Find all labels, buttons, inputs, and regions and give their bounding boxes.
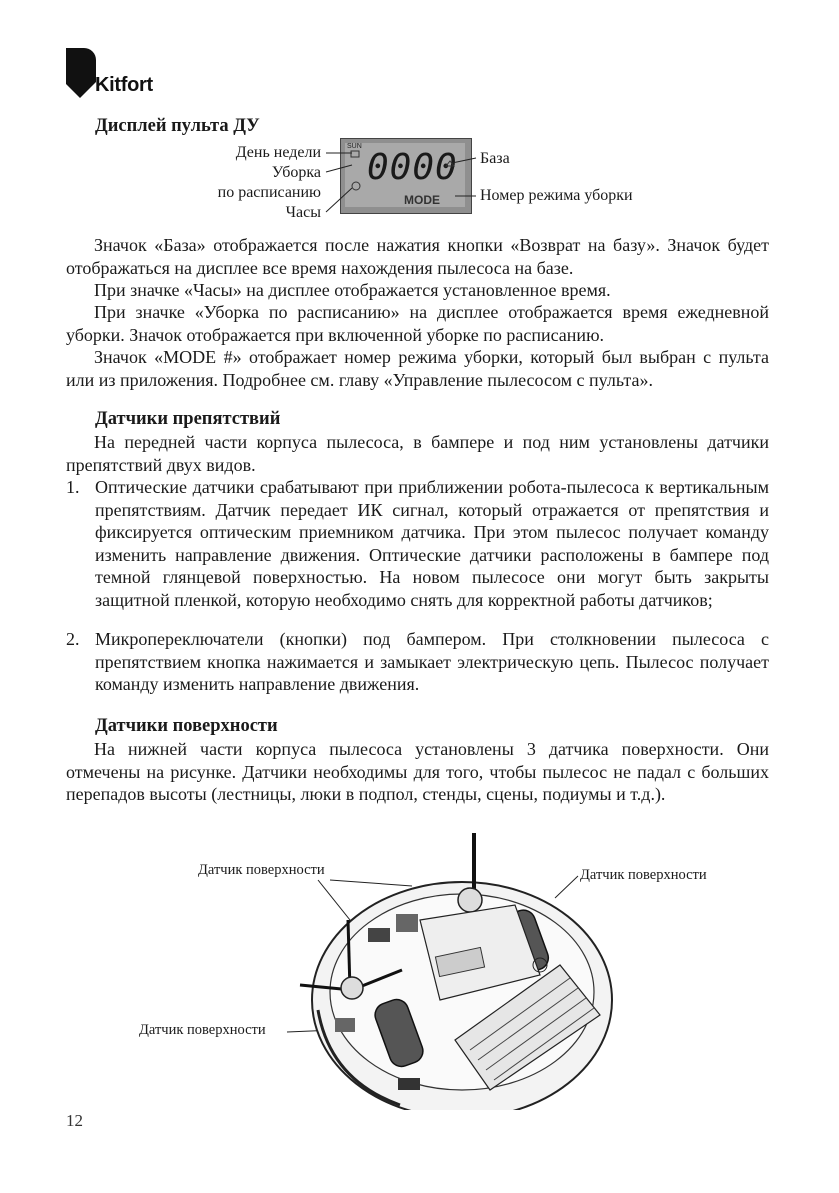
list-item: Оптические датчики срабатывают при приближении робота-пылесоса к вертикальным препятствиям. Датчик передает ИК сигнал, который отражается от препятствия и фиксируется оптическим приемником датчика. При этом пылесос получает команду изменить направление движения. Оптические датчики расположены в бампере под темной глянцевой поверхностью. На новом пылесосе они могут быть закрыты защитной пленкой, которую необходимо снять для корректной работы датчиков; <box>95 477 769 610</box>
display-leader-lines <box>0 0 839 240</box>
label-base: База <box>480 150 510 167</box>
obstacle-sensors-heading: Датчики препятствий <box>95 409 281 429</box>
surface-sensors-heading: Датчики поверхности <box>95 716 278 736</box>
page-number: 12 <box>66 1111 83 1130</box>
label-day-of-week: День недели <box>235 144 321 161</box>
lcd-sun-indicator: SUN <box>347 143 362 150</box>
obstacle-sensors-intro: На передней части корпуса пылесоса, в бампере и под ним установлены датчики препятствий двух видов. <box>66 432 769 475</box>
lcd-mode-indicator: MODE <box>404 193 440 207</box>
brand-name: Kitfort <box>95 74 153 96</box>
paragraph-mode-icon: Значок «MODE #» отображает номер режима уборки, который был выбран с пульта или из приложения. Подробнее см. главу «Управление пылесосом с пульта». <box>66 347 769 390</box>
robot-vacuum-underside-image <box>0 820 839 1110</box>
label-scheduled-1: Уборка <box>271 164 321 181</box>
label-clock: Часы <box>285 204 321 221</box>
list-item-number: 2. <box>66 629 80 649</box>
list-item-number: 1. <box>66 477 80 497</box>
paragraph-clock-icon: При значке «Часы» на дисплее отображается установленное время. <box>94 280 611 300</box>
list-item: Микропереключатели (кнопки) под бампером. При столкновении пылесоса с препятствием кнопка нажимается и замыкает электрическую цепь. Пылесос получает команду изменить направление движения. <box>95 629 769 695</box>
remote-display-heading: Дисплей пульта ДУ <box>95 116 260 136</box>
label-surface-sensor-bottom-left: Датчик поверхности <box>139 1022 266 1038</box>
label-scheduled-2: по расписанию <box>217 184 321 201</box>
label-surface-sensor-top-right: Датчик поверхности <box>580 867 707 883</box>
paragraph-schedule-icon: При значке «Уборка по расписанию» на дисплее отображается время ежедневной уборки. Значок отображается при включенной уборке по расписанию. <box>66 302 769 345</box>
label-mode-number: Номер режима уборки <box>480 187 633 204</box>
paragraph-base-icon: Значок «База» отображается после нажатия кнопки «Возврат на базу». Значок будет отображаться на дисплее все время нахождения пылесоса на базе. <box>66 235 769 278</box>
label-surface-sensor-top-left: Датчик поверхности <box>198 862 325 878</box>
lcd-digits: 0000 <box>367 147 458 188</box>
surface-sensors-text: На нижней части корпуса пылесоса установлены 3 датчика поверхности. Они отмечены на рисунке. Датчики необходимы для того, чтобы пылесос не падал с больших перепадов высоты (лестницы, люки в подпол, стенды, сцены, подиумы и т.д.). <box>66 739 769 805</box>
